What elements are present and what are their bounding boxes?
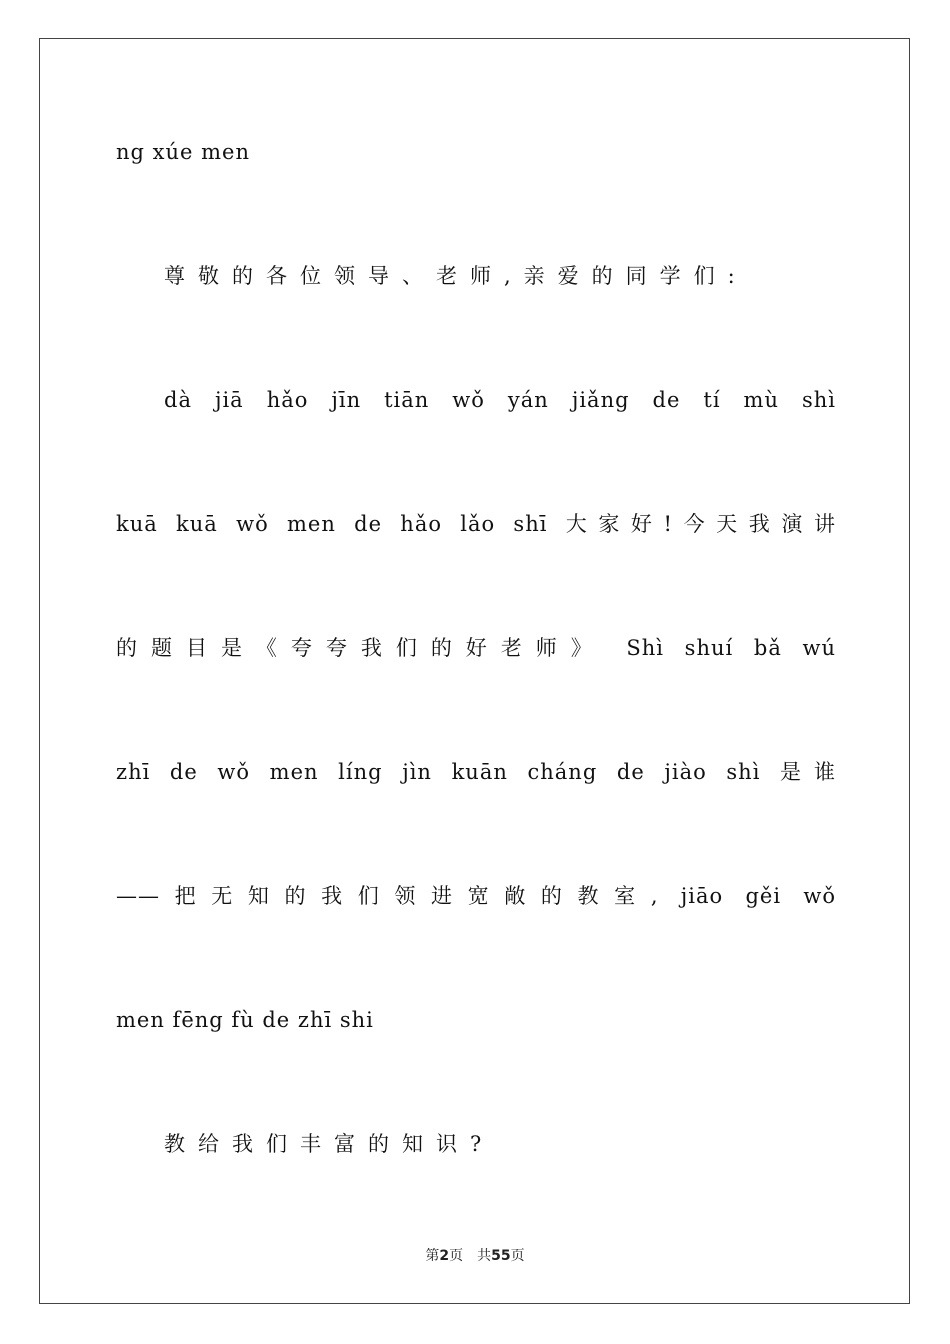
text-line-3: dà jiā hǎo jīn tiān wǒ yán jiǎng de tí mù shì: [164, 388, 836, 412]
footer-page-prefix: 第: [425, 1248, 440, 1264]
text-line-6: zhī de wǒ men líng jìn kuān cháng de jiào shì 是谁: [116, 760, 836, 784]
text-line-9: 教给我们丰富的知识?: [164, 1132, 495, 1156]
footer-page-number: 2: [439, 1248, 450, 1264]
text-line-5: 的题目是《夸夸我们的好老师》 Shì shuí bǎ wú: [116, 636, 836, 660]
footer-total-number: 55: [491, 1248, 511, 1264]
footer-page-suffix: 页: [449, 1248, 464, 1264]
text-line-7: ——把无知的我们领进宽敞的教室, jiāo gěi wǒ: [116, 884, 836, 908]
text-line-4: kuā kuā wǒ men de hǎo lǎo shī 大家好!今天我演讲: [116, 512, 836, 536]
text-line-2: 尊敬的各位领导、老师,亲爱的同学们:: [164, 264, 748, 288]
page-footer: [0, 1246, 950, 1266]
footer-total-prefix: 共: [477, 1248, 492, 1264]
footer-total-suffix: 页: [510, 1248, 525, 1264]
text-line-8: men fēng fù de zhī shi: [116, 1008, 374, 1032]
text-line-1: ng xúe men: [116, 140, 250, 164]
page-frame: [39, 38, 910, 1304]
